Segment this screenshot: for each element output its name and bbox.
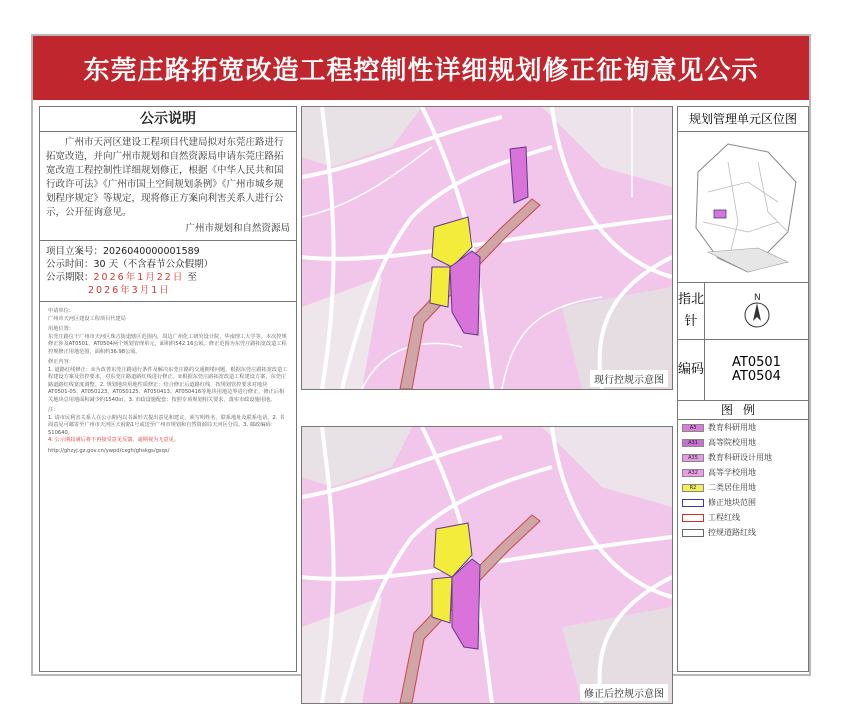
legend-item [678,420,808,435]
legend-swatch-5 [682,499,704,507]
info-sidebar [677,106,809,672]
revised-plan-map [301,426,673,704]
legend-item [678,495,808,510]
website-link[interactable]: http://ghzyj.gz.gov.cn/ywpd/cxgh/ghskgs/gsqs/ [48,447,170,454]
date-end-row [46,284,290,297]
legend-heading: 图例 [678,401,808,420]
location-highlight [714,210,726,218]
legend-label: 教育科研设计用地 [708,453,772,462]
date-start: 2026年1月22日 [93,272,185,283]
legend-label: 修正地块范围 [708,498,756,507]
project-number-row [46,245,290,258]
project-number-label: 项目立案号： [46,246,104,257]
legend-item [678,465,808,480]
notice-body-text: 广州市天河区建设工程项目代建局拟对东莞庄路进行拓宽改造，并向广州市规划和自然资源局申请东莞庄路拓宽改造工程控制性详细规划修正，根据《中华人民共和国行政许可法》《广州市国土空间规划条例》《广州市城乡规划程序规定》等规定，现将修正方案向利害关系人进行公示，公开征询意见。 [46,137,284,218]
notice-column [39,106,297,672]
legend-swatch-1: A31 [682,439,704,447]
legend-swatch-3: A32 [682,469,704,477]
unit-code-1: AT0501 [732,355,781,370]
legend-label: 二类居住用地 [708,483,756,492]
project-number: 2026040000001589 [103,246,200,257]
notice-heading: 公示说明 [40,107,296,132]
scope-label: 用地位置： [48,326,74,332]
current-plan-map-drawing [302,107,672,389]
legend-list [678,420,808,540]
code-row [678,340,808,401]
period-label: 公示时间： [46,259,94,270]
north-arrow-icon [739,291,775,331]
north-arrow-row [678,283,808,340]
legend-swatch-4: R2 [682,484,704,492]
legend-label: 工程红线 [708,513,740,522]
legend-label: 教育科研用地 [708,423,756,432]
period-value: 30 天（不含春节公众假期） [93,259,214,270]
notice-details [40,301,296,464]
north-arrow-cell [705,283,808,339]
legend-item [678,480,808,495]
north-label: 指北针 [678,283,705,339]
applicant-value: 广州市天河区建设工程项目代建局 [48,315,126,322]
revised-map-caption: 修正后控规示意图 [580,684,668,701]
code-label: 编码 [678,340,705,400]
code-values [705,340,808,400]
notice-meta [40,240,296,301]
legend-swatch-7 [682,529,704,537]
legend-label: 高等学校用地 [708,468,756,477]
current-map-caption: 现行控规示意图 [590,370,668,387]
revised-plan-map-drawing [302,427,672,703]
legend-item [678,435,808,450]
legend-item [678,510,808,525]
legend-swatch-2: A35 [682,454,704,462]
location-map [678,132,808,283]
legend-swatch-0: A3 [682,424,704,432]
page-title: 东莞庄路拓宽改造工程控制性详细规划修正征询意见公示 [33,36,809,100]
current-plan-map [301,106,673,390]
legend-label: 高等院校用地 [708,438,756,447]
unit-code-2: AT0504 [732,369,781,384]
north-letter: N [753,293,761,303]
legend-label: 控规道路红线 [708,528,756,537]
scope-value: 东莞庄路位于广州市天河区珠吉街道辖区范围内，周边广州化工研究设计院、华南理工大学等。本次控规修正涉及AT0501、AT0504两个规划管理单元，面积约542.16公顷。修正范围为东莞庄路拓宽改造工程控规修正用地范围，面积约36.98公顷。 [48,333,287,355]
content-value: 1. 道路红线修正：①为改善东莞庄路通行条件及解决东莞庄路的交通拥堵问题，根据东莞庄路拓宽改造工程建设方案及管控要求，对东莞庄路道路红线进行修正。②根据东莞庄路拓宽改造工程建设方案，东莞庄路道路红线宽度调整。2. 规划地块用地性质修正：结合修正后道路红线，按规划管控要求对地块AT0501-05、AT050123、AT050125、AT050413、AT050416等地块用地边界进行修正，修正后相关地块总用地面积减少约1540㎡。3. 市政设施配套：按照专项规划相关要求，落实市政设施用地。 [48,366,288,403]
notice-poster [31,34,811,700]
dates-row [46,271,290,284]
location-map-heading: 规划管理单元区位图 [678,107,808,132]
applicant-label: 申请单位： [48,308,74,314]
legend-swatch-6 [682,514,704,522]
notes-value: 1. 请市民利害关系人在公示期内以书面形式提出意见和建议，须写明姓名、联系地址及联系电话。2. 书面意见可邮寄至广州市天河区天府路1号或送至广州市规划和自然资源局天河区分局。3. 邮政编码：510640。 [48,414,285,436]
location-map-drawing [678,132,808,282]
period-row [46,258,290,271]
legend-item [678,525,808,540]
notes-label: 注： [48,407,59,413]
dates-label: 公示期限： [46,272,94,283]
notice-signature: 广州市规划和自然资源局 [185,223,290,234]
date-to: 至 [187,272,197,283]
notes-warning: 4. 公示期届满后将不再接受意见反馈，逾期视为无意见。 [48,437,180,443]
date-end: 2026年3月1日 [88,285,171,296]
legend-item [678,450,808,465]
content-label: 修正内容： [48,359,74,365]
